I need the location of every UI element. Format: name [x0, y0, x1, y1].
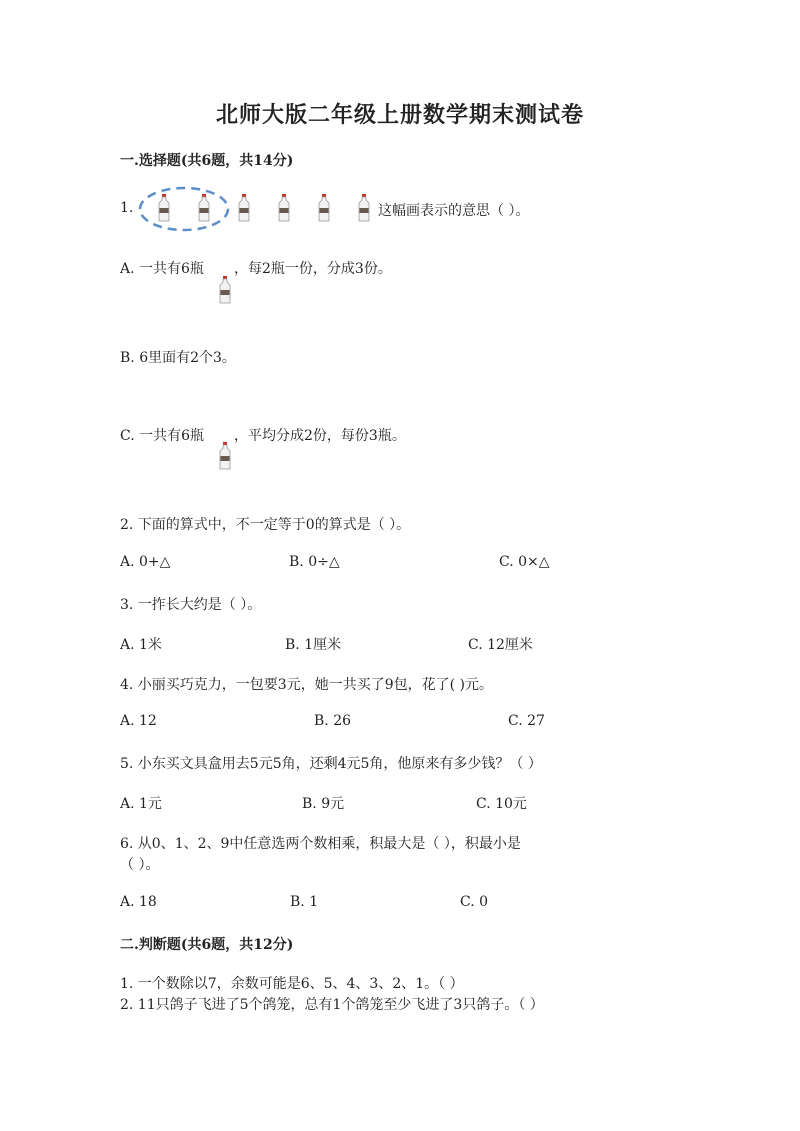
option-5c: C. 10元: [476, 796, 527, 812]
option-1a-part1: A. 一共有6瓶: [120, 261, 204, 277]
option-6c: C. 0: [460, 894, 489, 910]
option-1b: B. 6里面有2个3。: [120, 350, 236, 366]
question-5-stem: 5. 小东买文具盒用去5元5角，还剩4元5角，他原来有多少钱？（ ）: [120, 756, 542, 772]
option-2b: B. 0÷△: [289, 554, 340, 570]
option-3b: B. 1厘米: [285, 637, 342, 653]
option-3a: A. 1米: [120, 637, 162, 653]
page-title: 北师大版二年级上册数学期末测试卷: [215, 102, 584, 128]
question-6-stem-line2: （ ）。: [120, 857, 160, 873]
option-2c: C. 0×△: [499, 554, 550, 570]
question-6-stem: 6. 从0、1、2、9中任意选两个数相乘，积最大是（ ），积最小是: [120, 836, 521, 852]
option-3c: C. 12厘米: [468, 637, 533, 653]
judge-item-2: 2. 11只鸽子飞进了5个鸽笼，总有1个鸽笼至少飞进了3只鸽子。（ ）: [120, 997, 544, 1013]
water-bottle-icon: [219, 442, 231, 470]
section-heading-judge: 二.判断题(共6题，共12分): [120, 937, 294, 953]
section-heading-choice: 一.选择题(共6题，共14分): [120, 153, 294, 169]
option-1c-part2: ，平均分成2份，每份3瓶。: [234, 428, 406, 444]
water-bottle-icon: [238, 194, 250, 222]
water-bottle-icon: [198, 194, 210, 222]
option-4c: C. 27: [508, 713, 545, 729]
water-bottle-icon: [158, 194, 170, 222]
question-1-stem: 这幅画表示的意思（ ）。: [378, 203, 530, 219]
dashed-group-oval: [138, 186, 230, 232]
question-1-number: 1.: [120, 200, 134, 216]
water-bottle-icon: [318, 194, 330, 222]
option-1a-part2: ，每2瓶一份，分成3份。: [234, 261, 392, 277]
option-4b: B. 26: [314, 713, 352, 729]
option-6b: B. 1: [290, 894, 319, 910]
option-1c-part1: C. 一共有6瓶: [120, 428, 205, 444]
option-6a: A. 18: [120, 894, 157, 910]
water-bottle-icon: [358, 194, 370, 222]
option-4a: A. 12: [120, 713, 157, 729]
question-3-stem: 3. 一拃长大约是（ ）。: [120, 597, 262, 613]
option-5a: A. 1元: [120, 796, 162, 812]
question-4-stem: 4. 小丽买巧克力，一包要3元，她一共买了9包，花了( )元。: [120, 677, 493, 693]
option-5b: B. 9元: [302, 796, 345, 812]
option-2a: A. 0+△: [120, 554, 171, 570]
judge-item-1: 1. 一个数除以7，余数可能是6、5、4、3、2、1。（ ）: [120, 976, 464, 992]
water-bottle-icon: [219, 276, 231, 304]
question-2-stem: 2. 下面的算式中，不一定等于0的算式是（ ）。: [120, 517, 411, 533]
water-bottle-icon: [278, 194, 290, 222]
